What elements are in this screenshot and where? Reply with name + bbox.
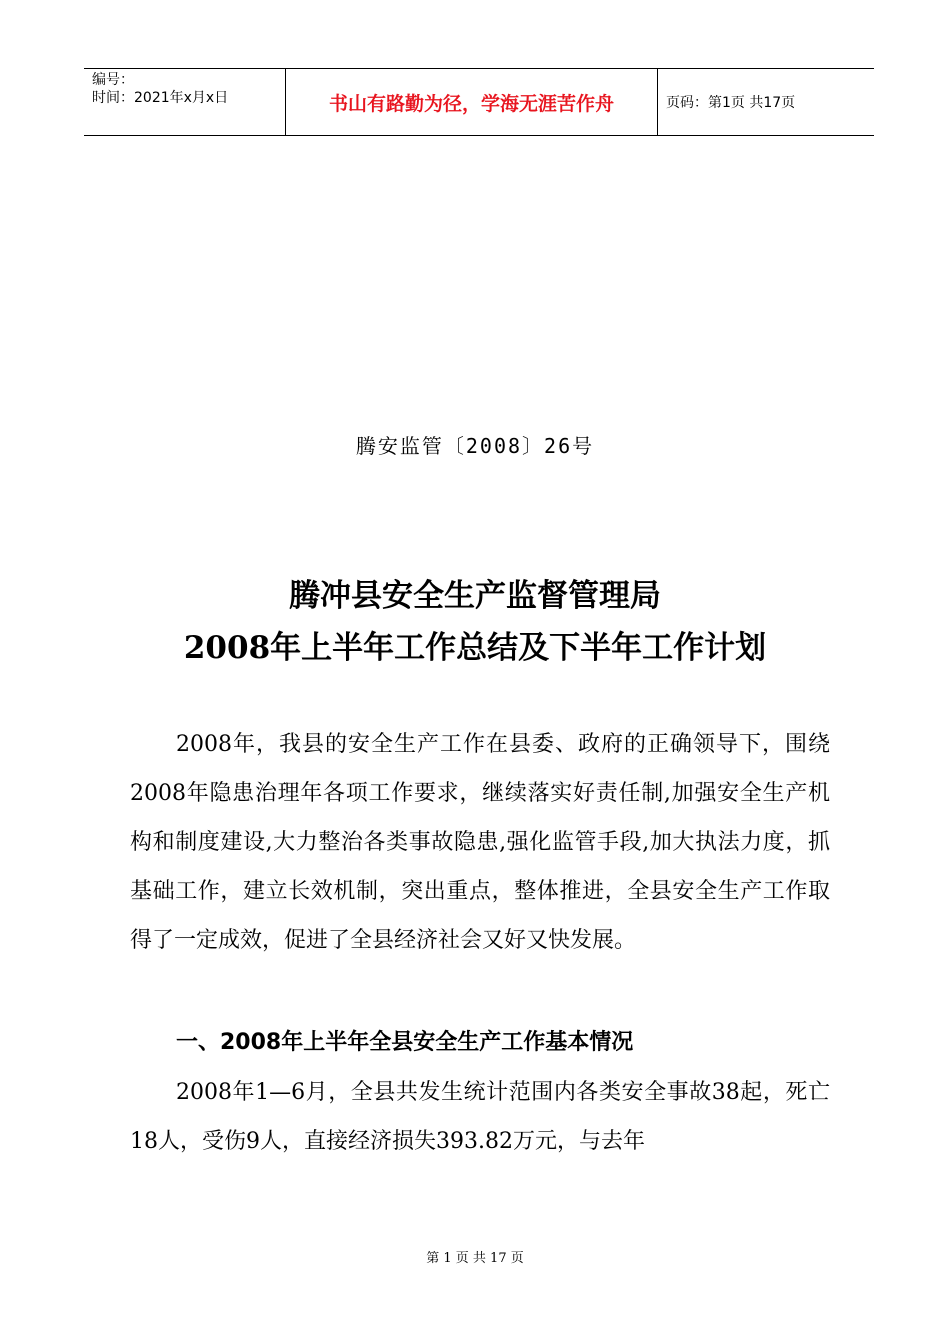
- document-title-line2: 2008年上半年工作总结及下半年工作计划: [183, 630, 767, 666]
- document-number: 腾安监管〔2008〕26号: [355, 434, 595, 458]
- motto-text: 书山有路勤为径，学海无涯苦作舟: [328, 92, 614, 115]
- header-meta-cell: [84, 69, 286, 135]
- section-heading-1: 一、2008年上半年全县安全生产工作基本情况: [176, 1030, 634, 1055]
- time-label: 时间：2021年x月x日: [92, 90, 229, 106]
- header-motto-cell: [286, 69, 658, 135]
- header-table: [84, 68, 874, 136]
- body-paragraph-1: 2008年，我县的安全生产工作在县委、政府的正确领导下，围绕2008年隐患治理年各项工作要求，继续落实好责任制,加强安全生产机构和制度建设,大力整治各类事故隐患,强化监管手段,加大执法力度，抓基础工作，建立长效机制，突出重点，整体推进，全县安全生产工作取得了一定成效，促进了全县经济社会又好又快发展。: [130, 732, 830, 953]
- page-label: 页码：第1页 共17页: [666, 95, 796, 111]
- body-paragraph-2: 2008年1—6月，全县共发生统计范围内各类安全事故38起，死亡18人，受伤9人，直接经济损失393.82万元，与去年: [130, 1080, 830, 1154]
- page-footer: 第 1 页 共 17 页: [426, 1251, 524, 1266]
- header-page-cell: [658, 69, 874, 135]
- document-title-line1: 腾冲县安全生产监督管理局: [289, 578, 661, 614]
- number-label: 编号：: [92, 72, 134, 88]
